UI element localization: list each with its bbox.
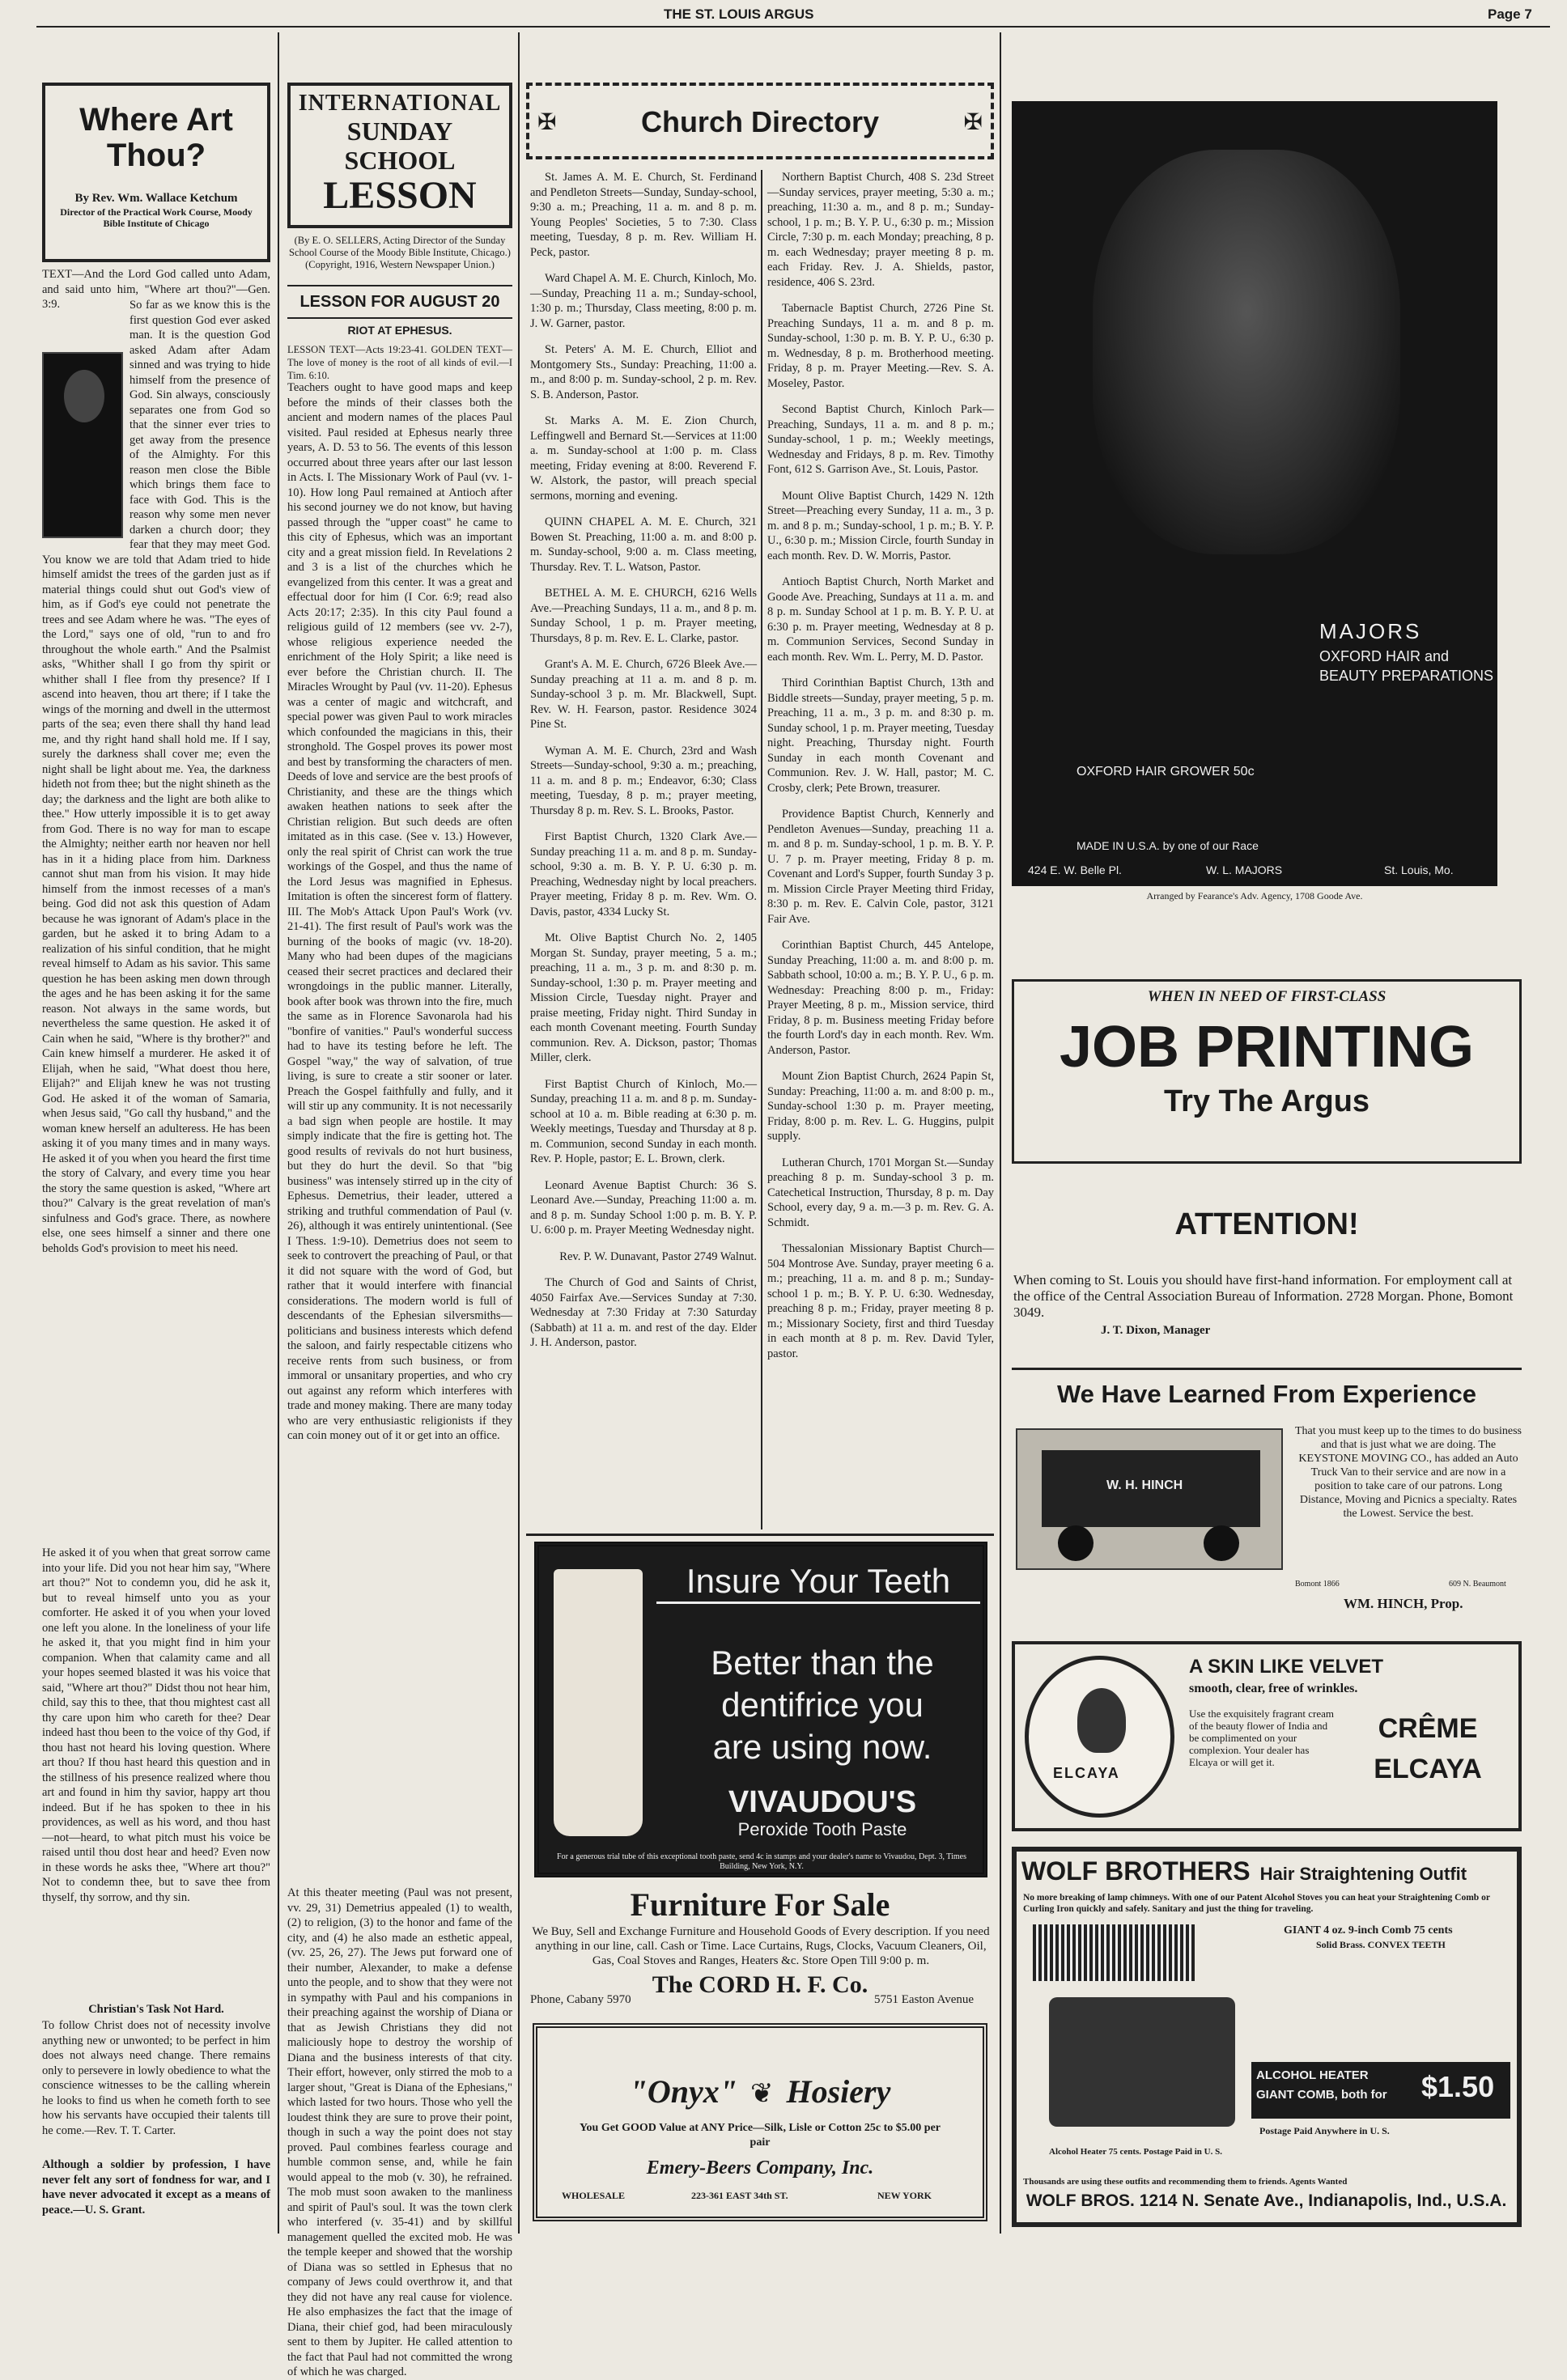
attention-rule xyxy=(1012,1368,1522,1370)
majors-name: W. L. MAJORS xyxy=(1206,863,1283,876)
church-entry: The Church of God and Saints of Christ, 4050 Fairfax Ave.—Services Sunday at 7:30. Wednesday at 7:30 Friday at 7:30 Saturday (Sabbath) at 11 a. m. and rest of the day. Elder J. H. Anderson, pastor. xyxy=(530,1276,757,1349)
attention-name: J. T. Dixon, Manager xyxy=(1101,1324,1211,1337)
column-rule-3 xyxy=(1000,32,1001,2234)
majors-made: MADE IN U.S.A. by one of our Race xyxy=(1077,839,1259,852)
teeth-ad-line-3: dentifrice you xyxy=(721,1686,924,1724)
where-art-thou-body-3: To follow Christ does not of necessity involve anything new or unwonted; to be perfect in him does not always need change. There remains only to persevere in lowly obedience to what the conscience witnesses to be the calling wherein he looks to find us when he cometh forth to see how his servants have occupied their talents till he come.—Rev. T. T. Carter. xyxy=(42,2019,270,2137)
lesson-topic: RIOT AT EPHESUS. xyxy=(347,324,452,337)
lesson-body-2: At this theater meeting (Paul was not present, vv. 29, 31) Demetrius appealed (1) to wealth, (2) to religion, (3) to the honor and fame of the city, and (4) he also made an esthetic appeal, (vv. 25, 26, 27). The Jews put forward one of their number, Alexander, to make a defense unto the people, and to show that they were not in sympathy with Paul and his companions in their preaching against the worship of Diana or that as Jewish Christians they did not maliciously hope to destroy the worship of Diana and the business interests of that city. Their effort, however, only stirred the mob to a larger shout, "Great is Diana of the Ephesians," which lasted for two hours. Those who yell the loudest think they are sure to prove their point, though in such a way the point does not stay proved. Paul combines fearless courage and humble common sense, and, while he fain would appeal to the mob (v. 30), he refrained. The mob must soon awaken to the manliness and spirit of Paul's soul. It was the town clerk who interfered (v. 35-41) and by skillful management quelled the excited mob. He was the temple keeper and showed that the worship of Diana was so settled in Ephesus that no company of Jews could overthrow it, and that they did not have any real cause for violence. He also emphasizes the fact that the image of Diana, their chief god, had been miraculously sent to them by Jupiter. He called attention to the fact that Paul had not committed the wrong of which he was charged. xyxy=(287,1886,512,2378)
wolf-heater: ALCOHOL HEATER xyxy=(1256,2068,1369,2082)
elcaya-title: A SKIN LIKE VELVET xyxy=(1189,1656,1384,1678)
furniture-ad-body: We Buy, Sell and Exchange Furniture and Household Goods of Every description. If you need anything in our line, call. Cash or Time. Lace Curtains, Rugs, Clocks, Vacuum Cleaners, Oil, Gas, Coal Stoves and Ranges, Heaters &c. Store Open Till 9:00 p. m. xyxy=(532,1925,990,1967)
hosiery-product: Hosiery xyxy=(786,2073,891,2110)
elcaya-ad xyxy=(1012,1641,1522,1831)
where-art-thou-header xyxy=(42,83,270,262)
wolf-small: Alcohol Heater 75 cents. Postage Paid in U. S. xyxy=(1049,2147,1222,2157)
church-entry: Grant's A. M. E. Church, 6726 Bleek Ave.—Sunday preaching at 11 a. m. and 8 p. m. Sunday-school 3 p. m. Mr. Blackwell, Supt. Rev. W. H. Fearson, pastor. Residence 3024 Pine St. xyxy=(530,658,757,731)
where-art-thou-body-1: So far as we know this is the first question God ever asked man. It is the question God asked Adam after Adam sinned and was trying to hide himself from the presence of God. Sin always, consciously separates one from God so that the sinner ever tries to get away from the presence of the Almighty. For this reason men close the Bible which brings them face to face with God. This is the reason why some men never darken a church door; they fear that they may meet God. You know we are told that Adam tried to hide himself amidst the trees of the garden just as if material things could shut out God's view of him, as if God's eye could not penetrate the trees and see Adam where he was. "The eyes of the Lord," says one of old, "run to and fro throughout the whole earth." And the Psalmist asks, "Whither shall I go from thy spirit or whither shall I flee from thy presence? If I ascend into heaven, thou art there; if I take the wings of the morning and dwell in the uttermost parts of the sea; even there shall thy hand lead me, and thy right hand shall hold me. If I say, surely the darkness shall cover me; even the night shall be light about me. Yea, the darkness hideth not from thee; but the night shineth as the day; the darkness and the light are both alike to thee." How utterly impossible it is to get away from God. There is no way for man to escape the Almighty; neither earth nor heaven nor hell has in it a hiding place from him. Darkness cannot shut man from his vision. It may hide himself from the inmost recesses of a man's being. God did not ask this question of Adam because he was ignorant of Adam's place in the garden, but he asked it to bring Adam to a realization of his sinful condition, that he might reveal himself to Adam as his savior. This same question he has been asking men down through the ages and he has been asking it for the same reason. Not always in the same words, but nevertheless the same question. He asked it of Cain when he said, "Where is thy brother?" and Cain knew himself a murderer. He asked it of Elijah, when he said, "What doest thou here, Elijah?" and Elijah knew he was not trusting God. He asked it of the woman of Samaria, when Jesus said, "Go call thy husband," and the woman knew herself an adulteress. He has been asking it of you many times and in many ways. He asked it of you when you heard the first time the story of Calvary, and every time you hear the story the same question is asked, "Where art thou?" Calvary is the great revelation of man's sinfulness and God's grace. There, as nowhere else, one sees himself a sinner and there one beholds God's provision to meet his need. xyxy=(42,299,270,1255)
majors-credit: Arranged by Fearance's Adv. Agency, 1708 Goode Ave. xyxy=(1146,890,1363,902)
church-entry: Mount Olive Baptist Church, 1429 N. 12th Street—Preaching every Sunday, 11 a. m., 3 p. m. and 8 p. m.; Sunday-school, 1 p. m.; B. Y. P. U., 6:30 p. m.; Mission Circle, fourth Sunday in each month. Rev. D. W. Morris, Pastor. xyxy=(767,489,994,562)
hosiery-brand: "Onyx" xyxy=(629,2073,737,2110)
majors-brand: MAJORS xyxy=(1319,619,1422,643)
wolf-heater-2: GIANT COMB, both for xyxy=(1256,2088,1387,2102)
hosiery-logo-icon: ❦ xyxy=(750,2079,774,2109)
church-entry: QUINN CHAPEL A. M. E. Church, 321 Bowen St. Preaching, 11:00 a. m. and 8:00 p. m. Sunday-school, 9:00 a. m. Class meeting, Thursday. Rev. T. L. Watson, Pastor. xyxy=(530,515,757,574)
church-entry: Providence Baptist Church, Kennerly and Pendleton Avenues—Sunday, preaching 11 a. m. and 8 p. m. Sunday-school, 1 p. m. B. Y. P. U. 7 p. m. Prayer meeting, Friday 8 p. m. Covenant and Lord's Supper, fourth Sunday 3 p. m. Mission Circle Prayer Meeting third Friday, 8:30 p. m. Rev. E. Calvin Cole, pastor, 3121 Fair Ave. xyxy=(767,808,994,926)
lesson-date: LESSON FOR AUGUST 20 xyxy=(299,293,500,311)
teeth-ad-fine: For a generous trial tube of this exceptional tooth paste, send 4c in stamps and your dealer's name to Vivaudou, Dept. 3, Times Building, New York, N.Y. xyxy=(557,1852,966,1871)
where-art-thou-title: Where Art Thou? xyxy=(79,102,233,173)
teeth-ad-line-4: are using now. xyxy=(712,1728,932,1766)
wolf-price: $1.50 xyxy=(1421,2070,1495,2103)
elcaya-badge-image xyxy=(1025,1656,1174,1818)
wolf-title-2: Hair Straightening Outfit xyxy=(1259,1864,1467,1884)
hosiery-ad xyxy=(533,2023,987,2221)
teeth-ad-product: Peroxide Tooth Paste xyxy=(737,1819,907,1839)
where-art-thou-byline-role: Director of the Practical Work Course, Moody Bible Institute of Chicago xyxy=(60,206,253,229)
majors-city: St. Louis, Mo. xyxy=(1384,863,1454,876)
truck-text: W. H. HINCH xyxy=(1106,1478,1183,1492)
hosiery-line: You Get GOOD Value at ANY Price—Silk, Lisle or Cotton 25c to $5.00 per pair xyxy=(579,2122,941,2149)
wolf-comb: GIANT 4 oz. 9-inch Comb 75 cents xyxy=(1284,1924,1453,1937)
attention-title: ATTENTION! xyxy=(1174,1207,1359,1241)
church-entry: Second Baptist Church, Kinloch Park—Preaching, Sundays, 11 a. m. and 8 p. m.; Sunday-school, 1 p. m.; Weekly meetings, Wednesday and Fridays, 8 p. m. Rev. Timothy Font, 612 S. Garrison Ave., St. Louis, Pastor. xyxy=(767,403,994,476)
page-number: Page 7 xyxy=(1488,6,1532,22)
church-entry: First Baptist Church, 1320 Clark Ave.—Sunday preaching 11 a. m. and 8 p. m. Sunday-school, 9:30 a. m. B. Y. P. U. 6:30 p. m. Preaching, Wednesday night by local preachers. Prayer meeting, Friday 8 p. m. Rev. Wm. O. Davis, pastor, 4334 Lucky St. xyxy=(530,830,757,918)
heater-image xyxy=(1049,1997,1235,2127)
church-entry: Mount Zion Baptist Church, 2624 Papin St, Sunday: Preaching, 11:00 a. m. and 8:00 p. m., Sunday-school 1:30 p. m. Prayer meeting, Friday, 8:00 p. m. Rev. L. G. Huggins, pulpit supply. xyxy=(767,1070,994,1143)
wolf-postage: Postage Paid Anywhere in U. S. xyxy=(1259,2125,1390,2136)
church-entry: First Baptist Church of Kinloch, Mo.—Sunday, preaching 11 a. m. and 8 p. m. Sunday-school at 10 a. m. Bible reading at 6:30 p. m. Weekly meetings, Tuesday and Thursday at 8 p. m. Communion, second Sunday in each month. Rev. P. Hople, pastor; E. L. Brown, clerk. xyxy=(530,1077,757,1165)
church-directory-header xyxy=(526,83,994,159)
church-entry: Rev. P. W. Dunavant, Pastor 2749 Walnut. xyxy=(559,1249,757,1263)
church-entry: Northern Baptist Church, 408 S. 23d Street—Sunday services, prayer meeting, 5:30 a. m.; preaching, 11:30 a. m., and 8 p. m.; Sunday-school, 1 p. m.; B. Y. P. U., 6:30 p. m.; Mission Circle, 7:30 p. m. each Monday; preaching, 8 p. m. each Wednesday; prayer meeting 8 p. m. each Friday. Rev. J. A. Shields, pastor, residence, 406 S. 23rd. xyxy=(767,171,994,289)
church-column-1 xyxy=(530,170,757,1529)
church-entry: Tabernacle Baptist Church, 2726 Pine St. Preaching Sundays, 11 a. m. and 8 p. m. Sunday-school, 1:30 p. m. B. Y. P. U., 6:30 p. m. Wednesday, 8 p. m. Brotherhood meeting. Friday, 8 p. m. Prayer Meeting.—Rev. S. A. Moseley, Pastor. xyxy=(767,302,994,390)
wolf-footer: WOLF BROS. 1214 N. Senate Ave., Indianapolis, Ind., U.S.A. xyxy=(1026,2191,1507,2210)
furniture-ad-phone: Phone, Cabany 5970 xyxy=(530,1993,631,2006)
majors-ad xyxy=(1012,101,1497,886)
cross-icon-left: ✠ xyxy=(537,110,557,135)
church-column-2 xyxy=(767,170,994,1529)
where-art-thou-byline: By Rev. Wm. Wallace Ketchum xyxy=(74,192,238,205)
wolf-thousands: Thousands are using these outfits and recommending them to friends. Agents Wanted xyxy=(1023,2177,1348,2187)
where-art-thou-quote: Although a soldier by profession, I have never felt any sort of fondness for war, and I have never advocated it except as a means of peace.—U. S. Grant. xyxy=(42,2158,270,2217)
elcaya-sub: smooth, clear, free of wrinkles. xyxy=(1189,1682,1358,1695)
church-entry: Leonard Avenue Baptist Church: 36 S. Leonard Ave.—Sunday, Preaching 11:00 a. m. and 8 p. m. Sunday School 1:00 p. m. B. Y. P. U. 6:00 p. m. Prayer Meeting Wednesday night. xyxy=(530,1178,757,1237)
lesson-rule xyxy=(287,285,512,286)
furniture-ad-title: Furniture For Sale xyxy=(630,1886,890,1923)
hosiery-address: 223-361 EAST 34th ST. xyxy=(691,2190,788,2201)
column-rule-1 xyxy=(278,32,279,2234)
where-art-thou-body-2: He asked it of you when that great sorrow came into your life. Did you not hear him say, "Where art thou?" Not to condemn you, did he ask it, but to reveal himself unto you as your comforter. He asked it of you when your loved one left you alone. In the loneliness of your life he asked it, that you might find in him your companion. When that calamity came and all your hopes seemed blasted it was his voice that said, "Where art thou?" Didst thou not hear him, child, say this to thee, that thou mightest cast all thy care upon him who careth for thee? Dear indeed hast thou been to the voice of thy God, if thou hast not heard his loving question. Where art thou? If thou hast heard this question and in the stillness of his presence realized where thou art and found in him thy savior, happy art thou indeed. But if he has spoken to thee in his providences, as well as his word, and thou hast—not—heard, to what pitch must his voice be raised until thou dost hear and heed? Even now in these words he asks thee, "Where art thou?" Not to condemn thee, but to save thee from thyself, thy sorrow, and thy sin. xyxy=(42,1546,270,1904)
column-rule-2 xyxy=(518,32,520,2234)
church-entry: St. James A. M. E. Church, St. Ferdinand and Pendleton Streets—Sunday, Sunday-school, 9:30 a. m.; Preaching, 11 a. m. and 8 p. m. Young Peoples' Societies, 5 to 7:30. Class meeting, Tuesday, 8 p. m. Rev. William H. Peck, pastor. xyxy=(530,171,757,259)
hosiery-wholesale: WHOLESALE xyxy=(562,2190,626,2201)
wolf-line-1: No more breaking of lamp chimneys. With one of our Patent Alcohol Stoves you can heat your Straightening Comb or Curling Iron quickly and safely. Sanitary and just the thing for traveling. xyxy=(1023,1893,1490,1914)
teeth-ad-line-1: Insure Your Teeth xyxy=(656,1561,980,1604)
experience-title: We Have Learned From Experience xyxy=(1056,1380,1477,1408)
furniture-ad-address: 5751 Easton Avenue xyxy=(874,1993,975,2006)
lesson-head-1: INTERNATIONAL xyxy=(298,91,502,116)
toothpaste-tube-image xyxy=(554,1569,643,1836)
masthead-rule xyxy=(36,26,1550,28)
job-printing-ad xyxy=(1012,979,1522,1164)
church-entry: Third Corinthian Baptist Church, 13th and Biddle streets—Sunday, prayer meeting, 5 p. m. Preaching, 11 a. m., 3 p. m. and 8:30 p. m. Sunday school, 1 p. m. Prayer meeting, Tuesday night. Preaching, Thursday night. Fourth Sunday in each month Covenant and Communion. Rev. J. W. Hall, pastor; M. C. Crosby, clerk; Pete Brown, treasurer. xyxy=(767,677,994,795)
church-directory-title: Church Directory xyxy=(640,105,880,138)
lesson-header xyxy=(287,83,512,228)
wolf-ad xyxy=(1012,1847,1522,2227)
elcaya-brand-1: CRÊME xyxy=(1378,1713,1478,1744)
majors-line-2: BEAUTY PREPARATIONS xyxy=(1319,668,1494,684)
wolf-title: WOLF BROTHERS xyxy=(1021,1856,1251,1886)
lesson-body: Teachers ought to have good maps and keep before the minds of their classes both the ancient and modern names of the places Paul visited. Paul resided at Ephesus nearly three years, A. D. 53 to 56. The events of this lesson occurred about three years after our last lesson in Acts. I. The Missionary Work of Paul (vv. 1-10). How long Paul remained at Antioch after his second journey we do not know, but having passed through the "upper coast" he came to this city of Ephesus, which was an important city and a great mission field. In Revelations 2 and 3 is a list of the churches which he evangelized from this center. It was a great and effectual door for him (I Cor. 6:9; read also Acts 20:17; 2:35). In this city Paul found a religious guild of 12 members (see vv. 2-7), whose religious experience needed the enrichment of the Holy Spirit; a like need is ever before the Christian church. II. The Miracles Wrought by Paul (vv. 11-20). Ephesus was a center of magic and witchcraft, and special power was given Paul to work miracles which confounded the magicians in this, their stronghold. The Gospel proves its power most and best by transforming the characters of men. Deeds of love and service are the best proofs of Christianity, and these are the things which awaken heathen nations to seek after the Christian religion. But such deeds are often imitated as in this case. (See v. 13.) However, only the real spirit of Christ can work the true workings of the Gospel, and thus the name of the Lord Jesus was magnified in Ephesus. Imitation is often the sincerest form of flattery. III. The Mob's Attack Upon Paul's Work (vv. 21-41). The first result of Paul's work was the burning of the books of magic (vv. 18-20). Many who had been dupes of the magicians ceased their secret practices and declared their wrongdoings in the public manner. Literally, book after book was thrown into the fire, much the same as in Florence Savonarola had his "bonfire of vanities." Paul's wonderful success had to have its testing before he left. The Gospel "way," the way of salvation, of true living, is sure to create a stir sooner or later. Preach the Gospel faithfully and fully, and it will stir up any community. It is not necessarily a bad sign when people are hostile. It may simply indicate that the fire is getting hot. The good results of revivals do not hurt business, but they do hurt the devil. So that "big business" was intensely stirred up in the city of Ephesus. Demetrius, their leader, uttered a striking and truthful commendation of Paul (v. 26), although it was entirely unintentional. (See I Thess. 1:9-10). Demetrius does not seem to seek to controvert the preaching of Paul, or that it did not square with the word of God, but rather that it would interfere with financial considerations. The modern world is full of descendants of the Ephesian silversmiths—politicians and business interests which defend the saloon, and fairly respectable citizens who receive rents from such business, or from immoral or unsanitary properties, and who cry out against any reform which interferes with trade and money making. There are many today who are very enthusiastic religionists if they can coin money out of it or get into an office. xyxy=(287,381,512,1442)
cross-icon-right: ✠ xyxy=(963,110,983,135)
hosiery-city: NEW YORK xyxy=(877,2190,932,2201)
experience-address: 609 N. Beaumont xyxy=(1449,1580,1506,1589)
church-bottom-rule xyxy=(526,1534,994,1536)
lesson-rule-2 xyxy=(287,317,512,319)
majors-line-1: OXFORD HAIR and xyxy=(1319,648,1450,664)
attention-body: When coming to St. Louis you should have first-hand information. For employment call at the office of the Central Association Bureau of Information. 2728 Morgan. Phone, Bomont 3049. xyxy=(1013,1272,1514,1320)
where-art-thou-sub: Christian's Task Not Hard. xyxy=(88,2003,224,2016)
church-entry: Antioch Baptist Church, North Market and Goode Ave. Preaching, Sundays at 11 a. m. and 8 p. m. Sunday School at 1 p. m. B. Y. P. U. at 6:30 p. m. Prayer meeting, Wednesday at 8 p. m. Communion Services, Second Sunday in each month. Rev. Wm. L. Perry, M. D. Pastor. xyxy=(767,575,994,664)
church-entry: Ward Chapel A. M. E. Church, Kinloch, Mo.—Sunday, Preaching 11 a. m.; Sunday-school, 1:30 p. m.; Thursday, Class meeting, 8:00 p. m. J. W. Garner, pastor. xyxy=(530,272,757,330)
majors-product: OXFORD HAIR GROWER 50c xyxy=(1077,765,1255,778)
experience-name: WM. HINCH, Prop. xyxy=(1344,1596,1463,1611)
truck-image xyxy=(1016,1428,1283,1570)
church-column-rule xyxy=(761,170,762,1529)
church-entry: St. Marks A. M. E. Zion Church, Leffingwell and Bernard St.—Services at 11:00 a. m. Sunday-school at 1:00 p. m. Class meeting, Friday evening at 8:00. Reverend F. W. Alstork, the pastor, will preach special sermons, morning and evening. xyxy=(530,414,757,503)
lesson-head-3: LESSON xyxy=(323,174,477,217)
lesson-head-2: SUNDAY SCHOOL xyxy=(344,117,456,175)
elcaya-brand-2: ELCAYA xyxy=(1374,1754,1482,1784)
church-entry: St. Peters' A. M. E. Church, Elliot and Montgomery Sts., Sunday: Preaching, 11:00 a. m., and 8:00 p. m. Sunday-school, 2 p. m. Rev. S. B. Anderson, Pastor. xyxy=(530,343,757,401)
lesson-text: LESSON TEXT—Acts 19:23-41. GOLDEN TEXT—The love of money is the root of all kinds of evil.—I Tim. 6:10. xyxy=(287,344,512,381)
church-entry: Lutheran Church, 1701 Morgan St.—Sunday preaching 8 p. m. Sunday-school 3 p. m. Catechetical Instruction, Thursday, 8 p. m. Day School, every day, 9 a. m.—3 p. m. Rev. G. A. Schmidt. xyxy=(767,1156,994,1229)
job-printing-top: WHEN IN NEED OF FIRST-CLASS xyxy=(1147,988,1387,1005)
wolf-comb-2: Solid Brass. CONVEX TEETH xyxy=(1316,1939,1446,1950)
teeth-ad-line-2: Better than the xyxy=(711,1644,934,1682)
masthead-title: THE ST. LOUIS ARGUS xyxy=(664,6,814,22)
portrait-image xyxy=(1093,150,1400,554)
job-printing-sub: Try The Argus xyxy=(1163,1084,1370,1118)
church-entry: Wyman A. M. E. Church, 23rd and Wash Streets—Sunday-school, 9:30 a. m.; preaching, 11 a. m. and 8 p. m.; Endeavor, 6:30; Class meeting, Tuesday, 8 p. m.; prayer meeting, Thursday 8 p. m. Rev. S. L. Brooks, Pastor. xyxy=(530,744,757,817)
where-art-thou-text: TEXT—And the Lord God called unto Adam, and said unto him, "Where art thou?"—Gen. 3:9. xyxy=(42,268,270,311)
furniture-ad-name: The CORD H. F. Co. xyxy=(652,1971,868,1998)
church-entry: Mt. Olive Baptist Church No. 2, 1405 Morgan St. Sunday, prayer meeting, 5 a. m.; preaching, 11 a. m., 3 p. m. and 8:30 p. m. Sunday-school, 1:30 p. m. Prayer meeting and Mission Circle, Tuesday night. Prayer and praise meeting, Friday night. Third Sunday in each month Covenant meeting. Fourth Sunday communion. Rev. A. Dickson, pastor; Thomas Miller, clerk. xyxy=(530,931,757,1064)
comb-image xyxy=(1033,1924,1195,1981)
church-entry: BETHEL A. M. E. CHURCH, 6216 Wells Ave.—Preaching Sundays, 11 a. m., and 8 p. m. Sunday School, 1 p. m. Prayer meeting, Thursdays, 8 p. m. Rev. E. L. Clarke, pastor. xyxy=(530,587,757,645)
church-entry: Thessalonian Missionary Baptist Church—504 Montrose Ave. Sunday, prayer meeting 6 a. m.; preaching, 11 a. m. and 8 p. m.; Sunday-school 1 p. m.; B. Y. P. U. 6:30. Wednesday, preaching 8 p. m.; Friday, prayer meeting 8 p. m.; Missionary Society, first and third Tuesday in each month at 8 p. m. Rev. David Tyler, pastor. xyxy=(767,1242,994,1360)
elcaya-body: Use the exquisitely fragrant cream of the beauty flower of India and be complimented on your complexion. Your dealer has Elcaya or will get it. xyxy=(1189,1708,1335,1768)
experience-phone: Bomont 1866 xyxy=(1295,1580,1340,1589)
elcaya-badge: ELCAYA xyxy=(1053,1765,1120,1781)
majors-address: 424 E. W. Belle Pl. xyxy=(1028,863,1122,876)
experience-body: That you must keep up to the times to do business and that is just what we are doing. The KEYSTONE MOVING CO., has added an Auto Truck Van to their service and are now in a position to take care of our patrons. Long Distance, Moving and Picnics a specialty. Rates the Lowest. Service the best. xyxy=(1295,1425,1522,1520)
job-printing-title: JOB PRINTING xyxy=(1059,1015,1475,1080)
lesson-byline: (By E. O. SELLERS, Acting Director of the Sunday School Course of the Moody Bible Institute, Chicago.) (Copyright, 1916, Western Newspaper Union.) xyxy=(289,235,511,270)
church-entry: Corinthian Baptist Church, 445 Antelope, Sunday Preaching, 11:00 a. m. and 8:00 p. m. Sabbath school, 10:00 a. m.; B. Y. P. U., 6 p. m. Wednesday: Preaching 8:00 p. m., Friday: Prayer Meeting, 8 p. m., Mission service, third Friday, 8 p. m. Business meeting Friday before the fourth Lord's day in each month. Rev. Wm. Anderson, Pastor. xyxy=(767,939,994,1057)
hosiery-maker: Emery-Beers Company, Inc. xyxy=(646,2157,874,2178)
teeth-ad-brand: VIVAUDOU'S xyxy=(728,1785,917,1819)
teeth-ad xyxy=(534,1542,987,1877)
